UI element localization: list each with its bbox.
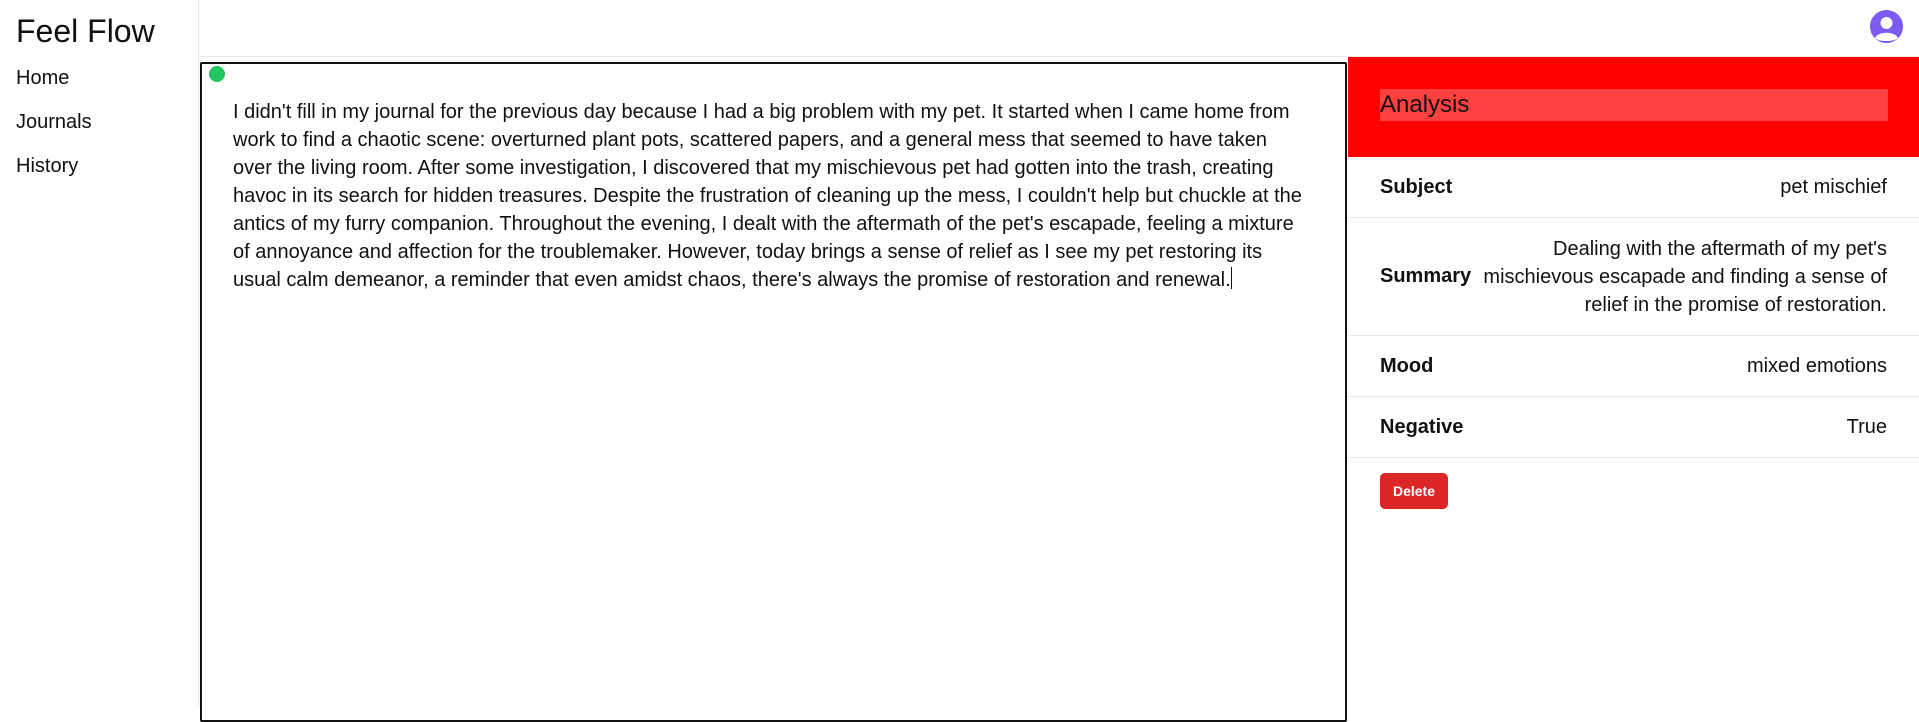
mood-value: mixed emotions <box>1746 354 1887 377</box>
analysis-row-mood <box>1348 336 1919 397</box>
journal-textarea[interactable] <box>233 98 1308 294</box>
analysis-title: Analysis <box>1380 89 1888 121</box>
app-brand[interactable]: Feel Flow <box>16 13 155 49</box>
journal-content[interactable]: I didn't fill in my journal for the previous day because I had a big problem with my pet. It started when I came home from work to find a chaotic scene: overturned plant pots, scattered papers, and a general mess that seemed to have taken over the living room. After some investigation, I discovered that my mischievous pet had gotten into the trash, creating havoc in its search for hidden treasures. Despite the frustration of cleaning up the mess, I couldn't help but chuckle at the antics of my furry companion. Throughout the evening, I dealt with the aftermath of the pet's escapade, feeling a mixture of annoyance and affection for the troublemaker. However, today brings a sense of relief as I see my pet restoring its usual calm demeanor, a reminder that even amidst chaos, there's always the promise of restoration and renewal. <box>233 101 1308 291</box>
delete-button[interactable]: Delete <box>1380 473 1448 509</box>
analysis-panel <box>1348 57 1919 707</box>
text-cursor <box>1231 267 1232 289</box>
nav-item-history[interactable]: History <box>16 155 79 177</box>
analysis-row-negative <box>1348 397 1919 458</box>
user-avatar-icon[interactable] <box>1870 10 1903 43</box>
mood-label: Mood <box>1380 354 1434 377</box>
analysis-row-summary <box>1348 218 1919 336</box>
negative-value: True <box>1846 415 1887 438</box>
analysis-row-subject <box>1348 157 1919 218</box>
subject-value: pet mischief <box>1780 175 1887 198</box>
top-bar <box>200 0 1919 57</box>
nav-item-home[interactable]: Home <box>16 67 70 89</box>
analysis-header <box>1348 57 1919 157</box>
summary-label: Summary <box>1380 265 1472 287</box>
journal-editor[interactable] <box>200 62 1347 722</box>
summary-value: Dealing with the aftermath of my pet's mischievous escapade and finding a sense of relief in the promise of restoration. <box>1483 237 1887 316</box>
sidebar <box>0 0 199 707</box>
save-status-indicator <box>209 66 225 82</box>
sidebar-nav <box>16 64 92 196</box>
subject-label: Subject <box>1380 175 1453 198</box>
negative-label: Negative <box>1380 415 1464 438</box>
avatar-person-icon <box>1870 10 1903 43</box>
nav-item-journals[interactable]: Journals <box>16 111 92 133</box>
